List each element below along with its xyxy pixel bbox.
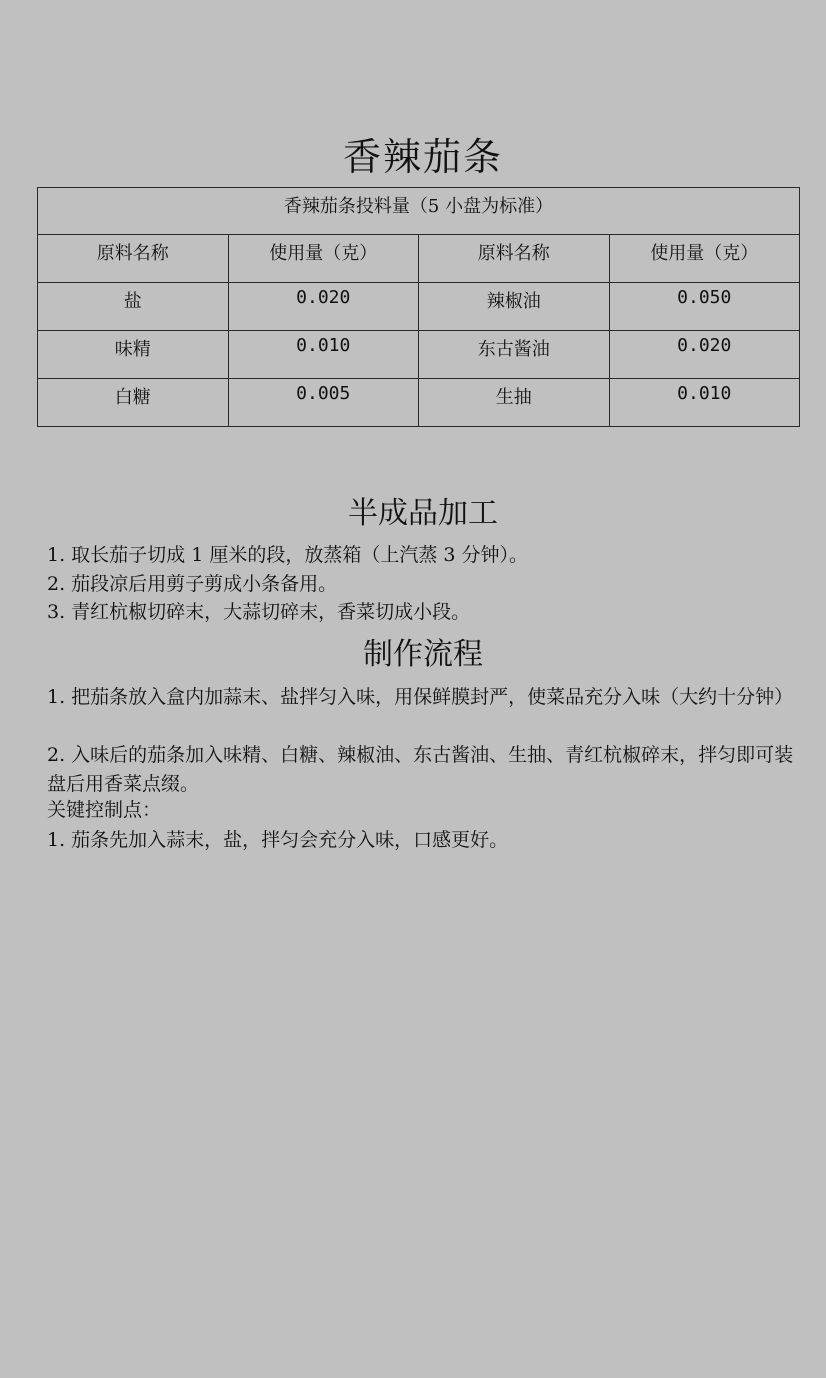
ingredient-table — [37, 187, 800, 427]
table-row — [38, 283, 800, 331]
semi-finished-heading: 半成品加工 — [348, 496, 498, 531]
table-row — [38, 379, 800, 427]
ingredient-amount-cell: 0.005 — [228, 379, 419, 427]
table-header-row — [38, 235, 800, 283]
table-caption: 香辣茄条投料量（5 小盘为标准） — [38, 188, 800, 235]
column-header-ingredient-name: 原料名称 — [419, 235, 610, 283]
ingredient-amount-cell: 0.010 — [228, 331, 419, 379]
ingredient-amount-cell: 0.020 — [609, 331, 800, 379]
ingredient-amount-cell: 0.050 — [609, 283, 800, 331]
table-row — [38, 331, 800, 379]
semi-finished-step: 3. 青红杭椒切碎末，大蒜切碎末，香菜切成小段。 — [47, 601, 471, 623]
key-point-item: 1. 茄条先加入蒜末，盐，拌匀会充分入味，口感更好。 — [47, 829, 509, 851]
column-header-amount: 使用量（克） — [609, 235, 800, 283]
ingredient-amount-cell: 0.020 — [228, 283, 419, 331]
ingredient-name-cell: 味精 — [38, 331, 229, 379]
ingredient-name-cell: 生抽 — [419, 379, 610, 427]
ingredient-name-cell: 白糖 — [38, 379, 229, 427]
page-title: 香辣茄条 — [342, 135, 503, 179]
ingredient-name-cell: 盐 — [38, 283, 229, 331]
ingredient-name-cell: 东古酱油 — [419, 331, 610, 379]
process-heading: 制作流程 — [363, 637, 483, 672]
semi-finished-step: 1. 取长茄子切成 1 厘米的段，放蒸箱（上汽蒸 3 分钟）。 — [47, 544, 529, 566]
process-step: 2. 入味后的茄条加入味精、白糖、辣椒油、东古酱油、生抽、青红杭椒碎末，拌匀即可装盘后用香菜点缀。 — [47, 744, 794, 795]
column-header-ingredient-name: 原料名称 — [38, 235, 229, 283]
process-step: 1. 把茄条放入盒内加蒜末、盐拌匀入味，用保鲜膜封严，使菜品充分入味（大约十分钟） — [47, 686, 794, 708]
ingredient-amount-cell: 0.010 — [609, 379, 800, 427]
semi-finished-step: 2. 茄段凉后用剪子剪成小条备用。 — [47, 573, 338, 595]
ingredient-name-cell: 辣椒油 — [419, 283, 610, 331]
column-header-amount: 使用量（克） — [228, 235, 419, 283]
key-points-label: 关键控制点： — [47, 799, 162, 821]
